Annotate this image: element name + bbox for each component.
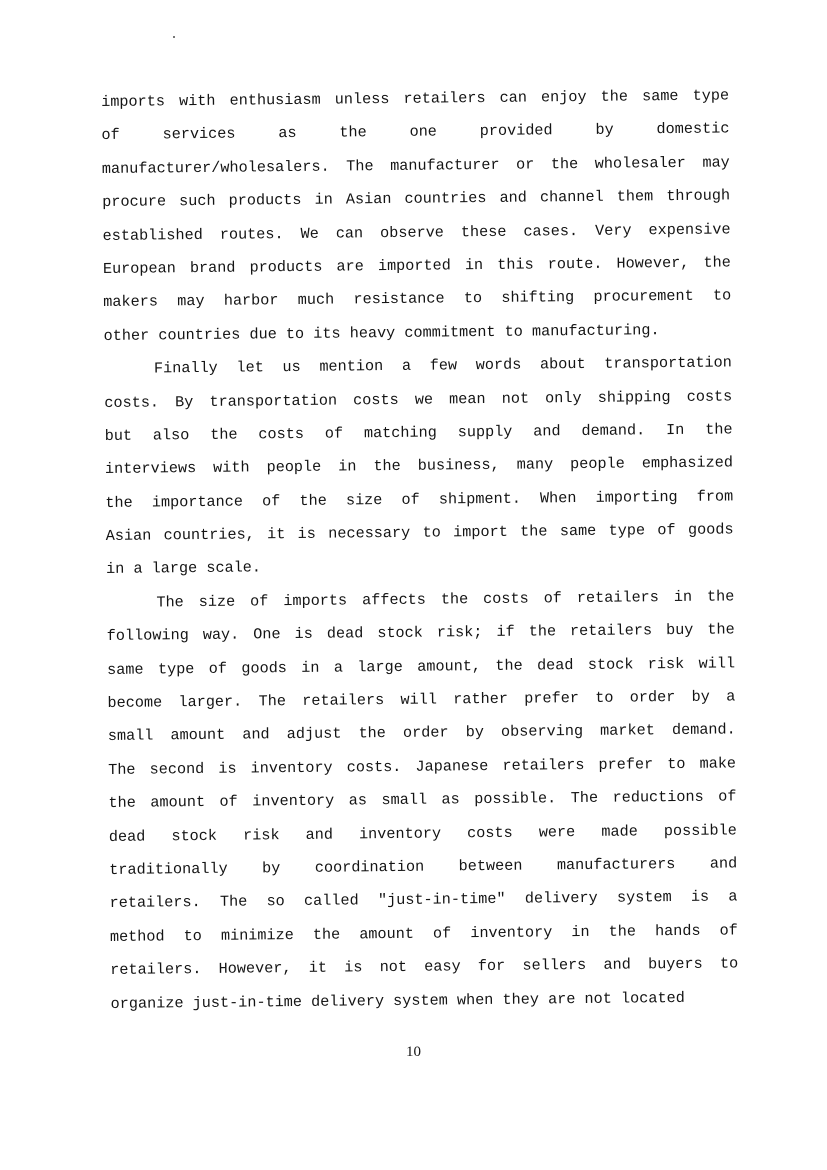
text-line: Asian countries, it is necessary to import the same type of goods [105, 520, 734, 546]
text-line: the importance of the size of shipment. When importing from [105, 487, 734, 512]
text-line: the amount of inventory as small as possible. The reductions of [108, 787, 737, 813]
text-line: same type of goods in a large amount, the dead stock risk will [107, 654, 736, 679]
text-line: small amount and adjust the order by observing market demand. [107, 720, 736, 746]
text-line: other countries due to its heavy commitment to manufacturing. [103, 320, 660, 345]
text-line: costs. By transportation costs we mean not only shipping costs [104, 386, 733, 412]
text-line: Finally let us mention a few words about transportation [153, 353, 732, 378]
text-line: of services as the one provided by domestic [101, 119, 730, 145]
text-line: method to minimize the amount of inventory in the hands of [109, 921, 738, 946]
text-line: procure such products in Asian countries and channel them through [102, 186, 731, 212]
text-line: imports with enthusiasm unless retailers can enjoy the same type [101, 86, 730, 111]
text-line: interviews with people in the business, many people emphasized [104, 453, 734, 479]
text-line: dead stock risk and inventory costs were made possible [108, 820, 737, 846]
text-line: makers may harbor much resistance to shifting procurement to [103, 286, 732, 312]
text-line: become larger. The retailers will rather prefer to order by a [107, 687, 736, 712]
text-line: European brand products are imported in this route. However, the [102, 253, 731, 278]
page-number: 10 [406, 1044, 421, 1060]
text-line: organize just-in-time delivery system when they are not located [110, 988, 685, 1013]
text-line: traditionally by coordination between manufacturers and [109, 854, 738, 879]
text-line: but also the costs of matching supply and demand. In the [104, 420, 733, 445]
text-line: retailers. The so called "just-in-time" delivery system is a [109, 887, 738, 913]
text-line: established routes. We can observe these cases. Very expensive [102, 219, 731, 245]
text-line: retailers. However, it is not easy for sellers and buyers to [110, 954, 739, 980]
scan-speck [173, 36, 175, 38]
text-line: The size of imports affects the costs of retailers in the [156, 587, 735, 612]
text-line: in a large scale. [105, 558, 262, 579]
body-text [101, 79, 739, 1020]
text-line: The second is inventory costs. Japanese retailers prefer to make [108, 754, 737, 779]
text-line: following way. One is dead stock risk; if the retailers buy the [106, 620, 735, 646]
text-line: manufacturer/wholesalers. The manufacturer or the wholesaler may [101, 153, 730, 178]
